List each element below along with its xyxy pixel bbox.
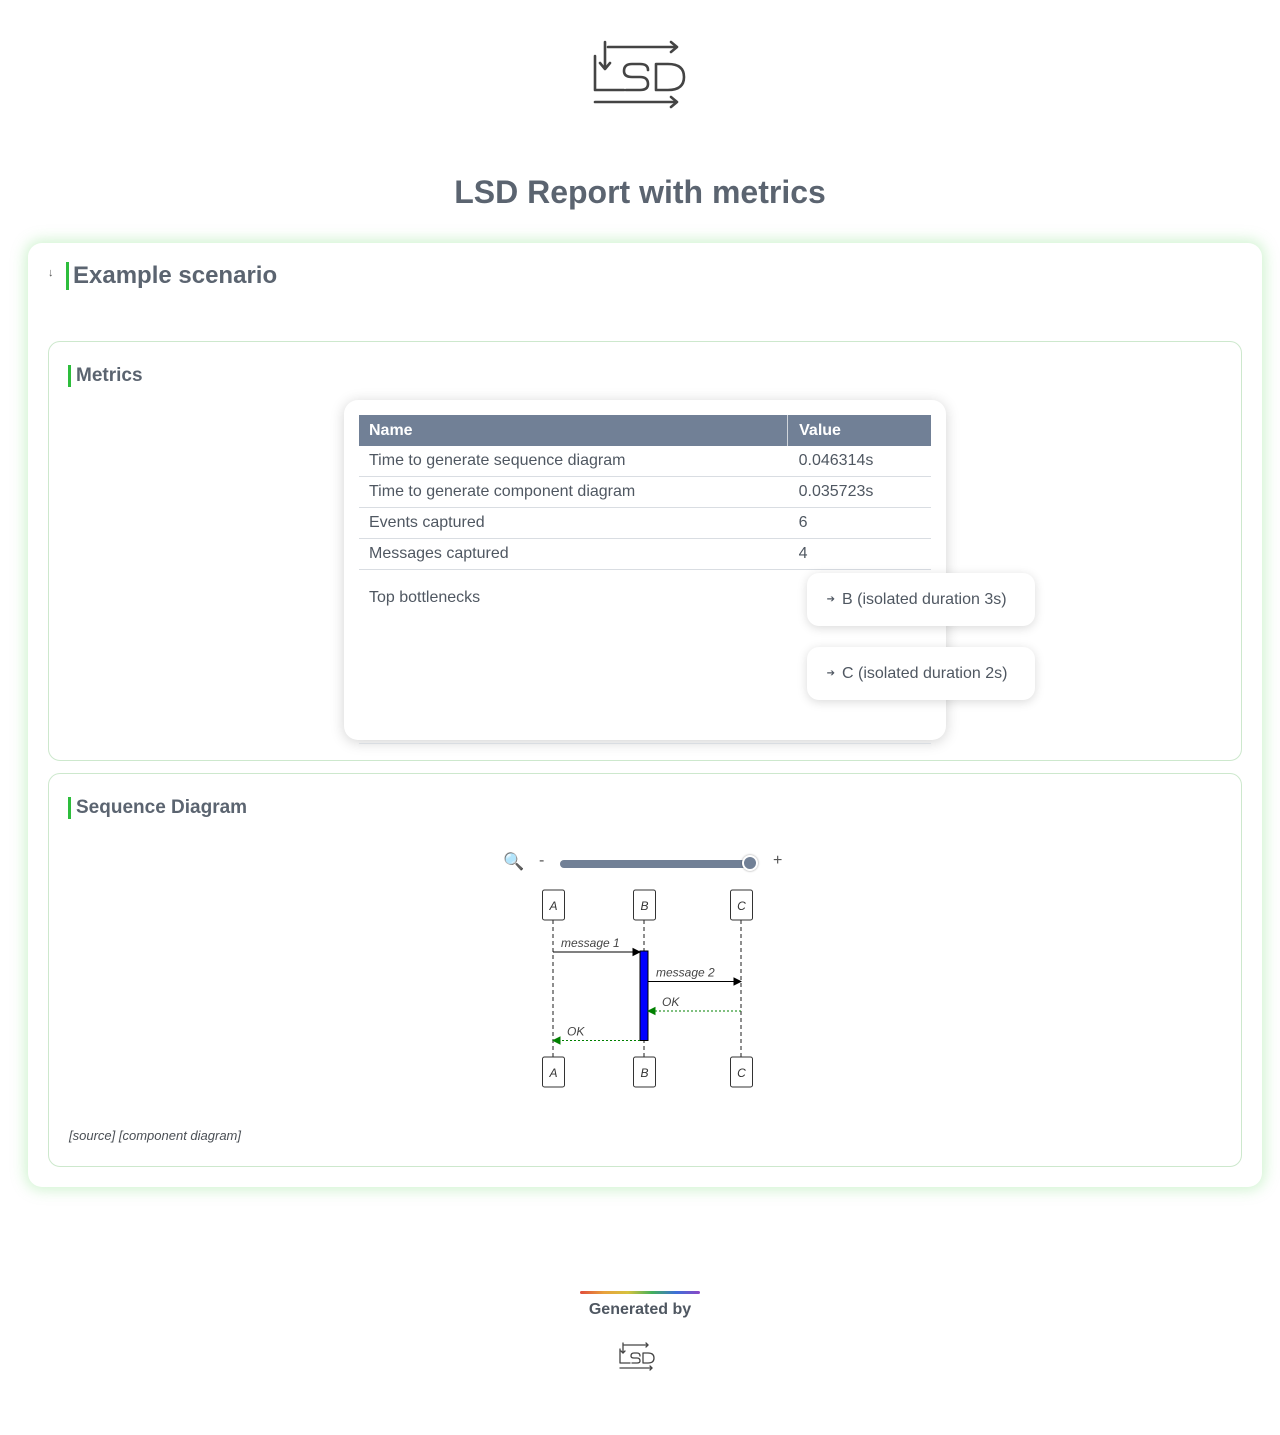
message-label: message 2 — [656, 965, 715, 980]
magnifier-icon: 🔍 — [503, 852, 525, 871]
participant-label-c-top: C — [737, 899, 746, 913]
message-label: OK — [662, 995, 680, 1009]
scenario-card — [28, 243, 1262, 1187]
page-title: LSD Report with metrics — [454, 174, 826, 210]
zoom-control — [503, 851, 803, 875]
zoom-slider[interactable] — [560, 860, 750, 868]
metric-value: 0.046314s — [788, 446, 931, 477]
zoom-out-button[interactable]: - — [539, 852, 545, 869]
metric-name: Events captured — [359, 508, 788, 539]
bottleneck-label: C (isolated duration 2s) — [842, 665, 1008, 682]
metric-name: Top bottlenecks — [359, 570, 788, 744]
zoom-slider-fill — [560, 860, 750, 868]
table-row — [359, 446, 931, 477]
generated-by-text: Generated by — [588, 1301, 692, 1318]
metrics-panel — [344, 400, 1008, 740]
zoom-slider-thumb[interactable] — [742, 855, 758, 871]
participant-label-b-bottom: B — [640, 1066, 649, 1080]
bottleneck-item[interactable] — [807, 573, 1035, 626]
table-row — [359, 477, 931, 508]
lsd-logo-icon — [540, 8, 740, 143]
collapse-arrow-icon[interactable]: ↓ — [48, 267, 54, 279]
sequence-diagram-section — [48, 773, 1242, 1167]
metric-value: 0.035723s — [788, 477, 931, 508]
metric-value: 4 — [788, 539, 931, 570]
footer-divider — [580, 1291, 700, 1294]
source-link[interactable]: [source] — [69, 1128, 116, 1143]
participant-label-b-top: B — [640, 899, 649, 913]
table-row — [359, 508, 931, 539]
right-arrow-icon: ➔ — [826, 668, 836, 679]
metrics-title: Metrics — [68, 365, 143, 387]
participant-label-a-top: A — [549, 899, 558, 913]
footer-lsd-logo[interactable] — [618, 1341, 662, 1373]
lsd-logo — [540, 8, 740, 143]
scenario-title[interactable]: Example scenario — [66, 262, 277, 290]
sequence-diagram — [529, 884, 789, 1114]
bottleneck-item[interactable] — [807, 647, 1035, 700]
table-header-row — [359, 415, 931, 446]
table-row-bottlenecks — [359, 570, 931, 744]
participant-label-c-bottom: C — [737, 1066, 746, 1080]
metrics-table — [359, 415, 1008, 744]
message-label: message 1 — [561, 936, 620, 950]
column-header-value: Value — [788, 415, 931, 446]
metric-name: Messages captured — [359, 539, 788, 570]
component-diagram-link[interactable]: [component diagram] — [118, 1128, 241, 1143]
lsd-logo-icon — [618, 1341, 662, 1373]
bottleneck-label: B (isolated duration 3s) — [842, 591, 1007, 608]
right-arrow-icon: ➔ — [826, 594, 836, 605]
metric-name: Time to generate component diagram — [359, 477, 788, 508]
diagram-links — [69, 1128, 241, 1143]
activation-bar — [640, 951, 648, 1041]
metrics-section — [48, 341, 1242, 761]
metric-name: Time to generate sequence diagram — [359, 446, 788, 477]
participant-label-a-bottom: A — [549, 1066, 558, 1080]
message-label: OK — [567, 1024, 585, 1039]
column-header-name: Name — [359, 415, 788, 446]
table-row — [359, 539, 931, 570]
zoom-in-button[interactable]: + — [773, 852, 783, 869]
metric-value: 6 — [788, 508, 931, 539]
bottleneck-list — [788, 570, 1008, 724]
sequence-diagram-title: Sequence Diagram — [68, 797, 247, 819]
